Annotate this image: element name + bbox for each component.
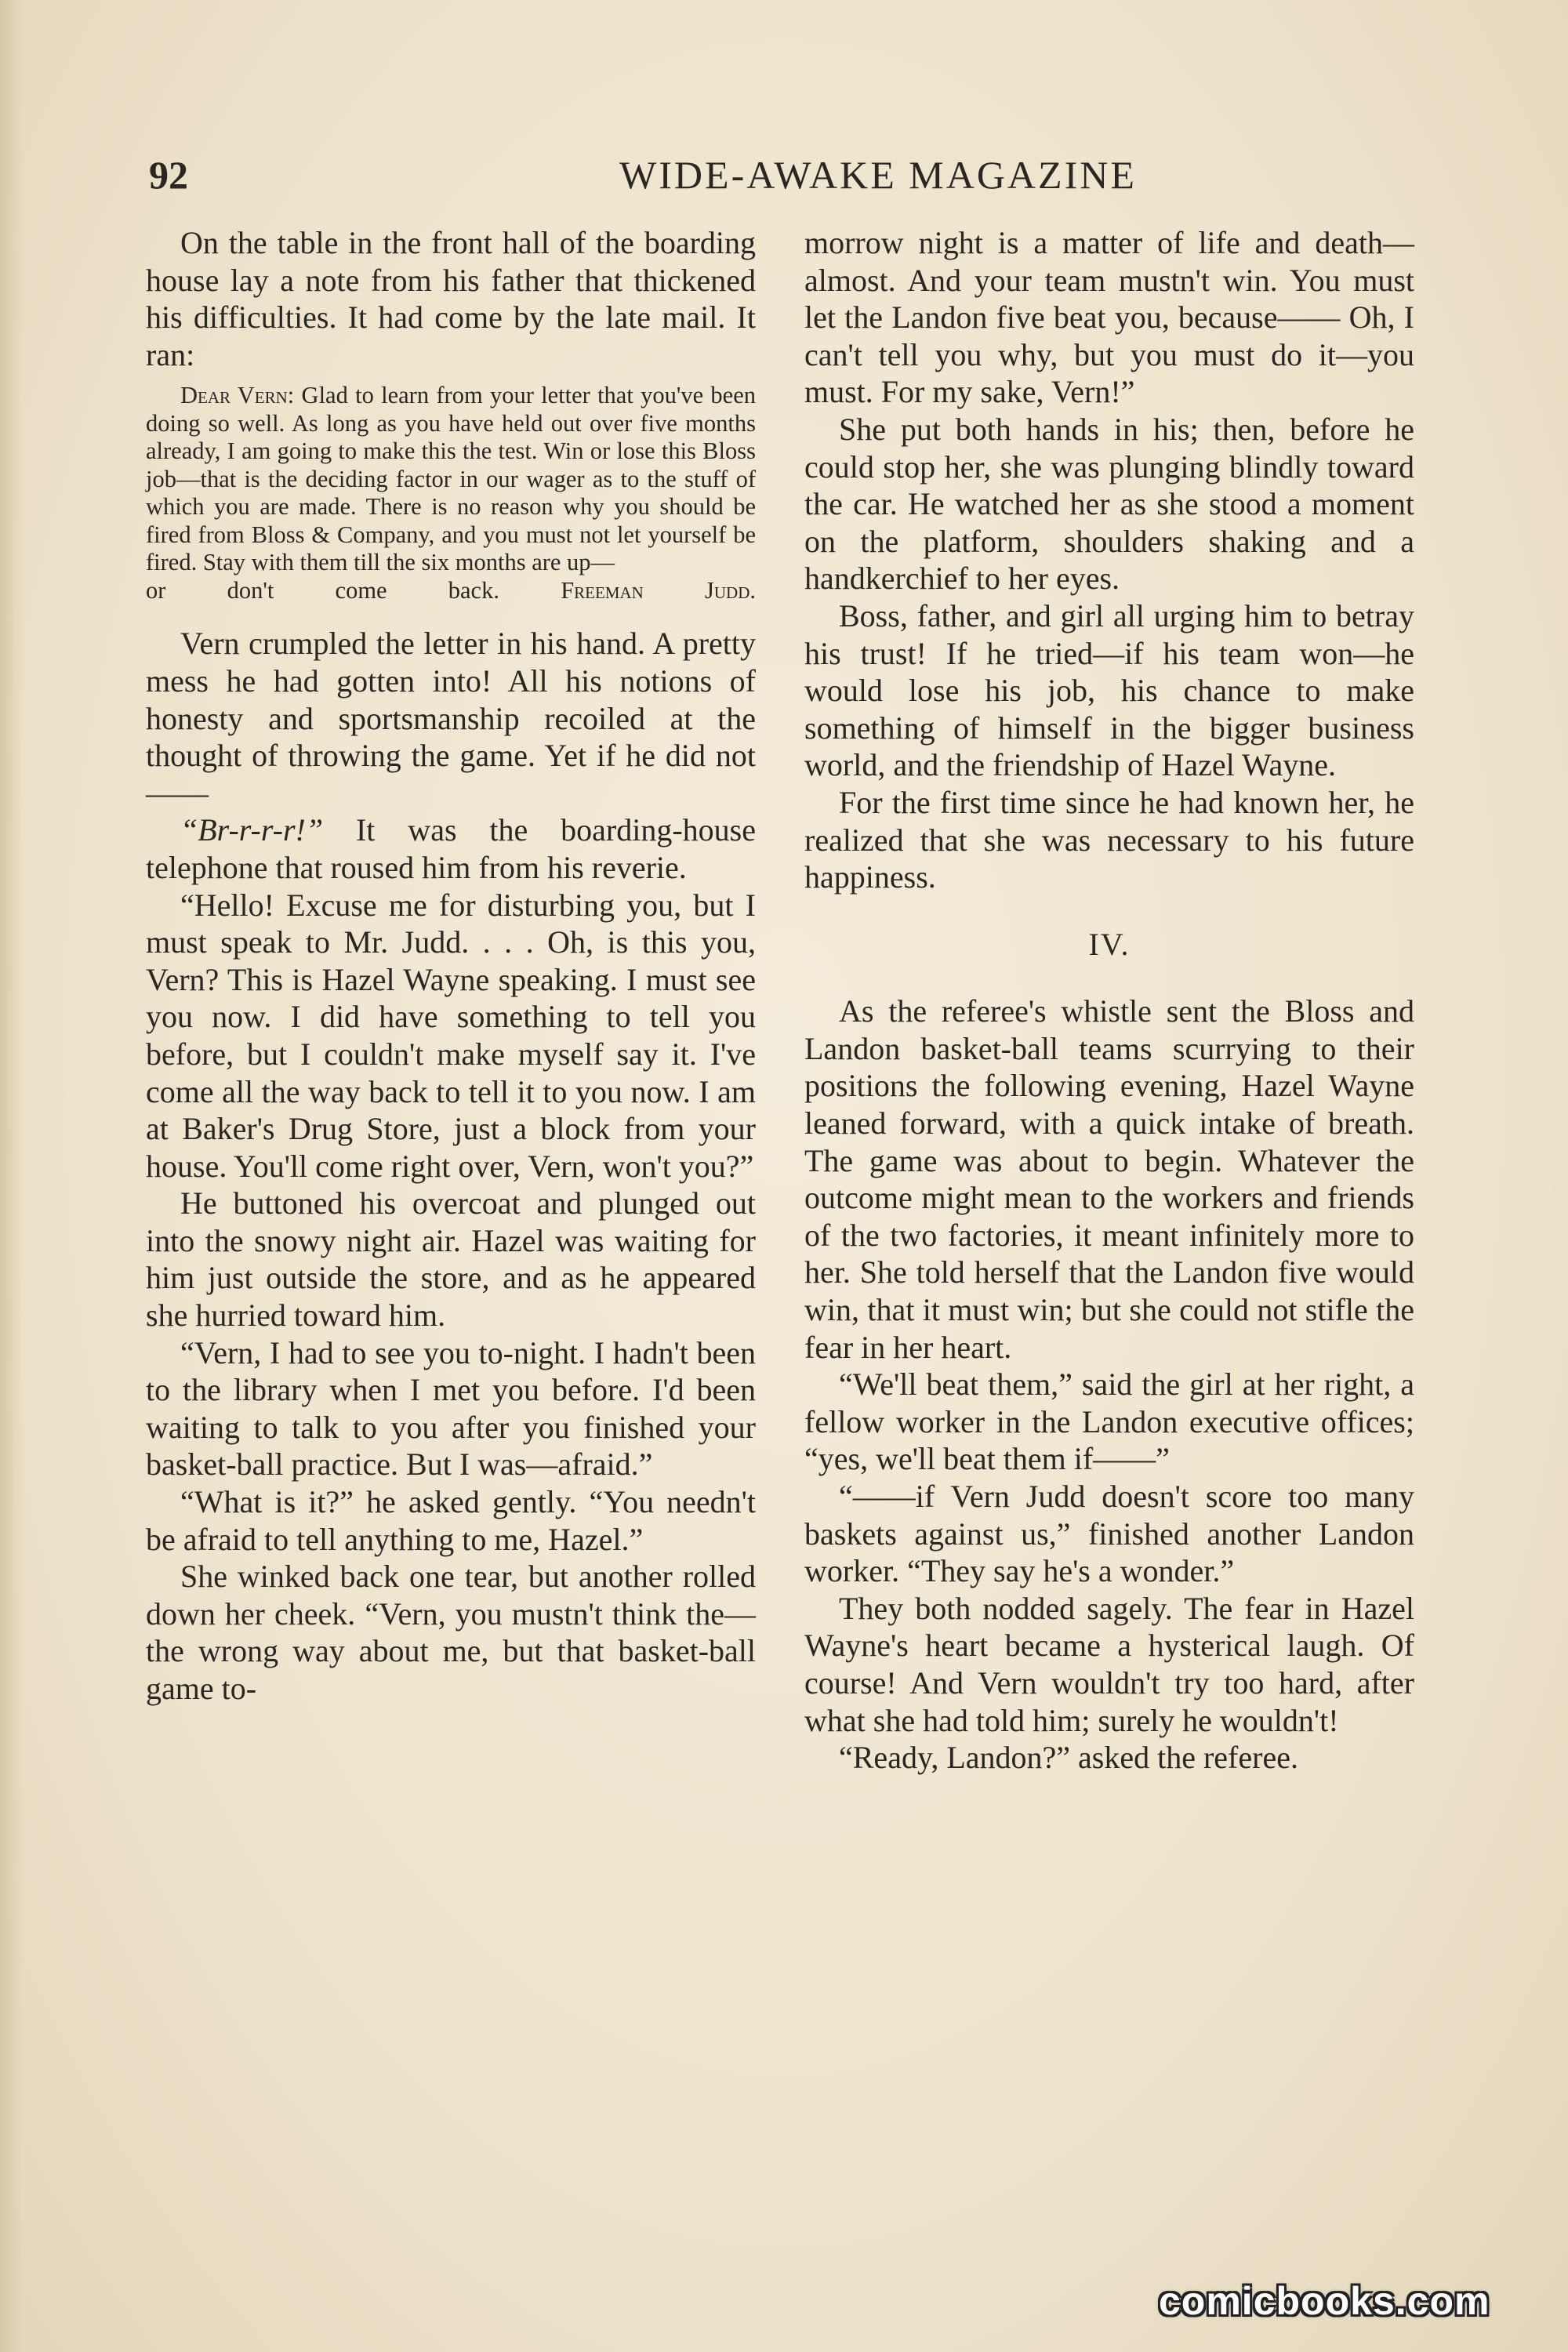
paragraph: “What is it?” he asked gently. “You needn't be afraid to tell anything to me, Hazel.” bbox=[146, 1484, 756, 1557]
paragraph: She winked back one tear, but another rolled down her cheek. “Vern, you mustn't think the—the wrong way about me, but that basket-ball game to- bbox=[146, 1559, 756, 1706]
section-heading: IV. bbox=[1088, 926, 1131, 962]
paragraph: He buttoned his overcoat and plunged out into the snowy night air. Hazel was waiting for him just outside the store, and as he appeared she hurried toward him. bbox=[146, 1185, 756, 1334]
paragraph: For the first time since he had known her, he realized that she was necessary to his future happiness. bbox=[804, 784, 1414, 895]
paragraph: “Hello! Excuse me for disturbing you, but I must speak to Mr. Judd. . . . Oh, is this you, Vern? This is Hazel Wayne speaking. I must see you now. I did have something to tell you before, but I couldn't make myself say it. I've come all the way back to tell it to you now. I am at Baker's Drug Store, just a block from your house. You'll come right over, Vern, won't you?” bbox=[146, 887, 756, 1184]
spine-shadow bbox=[0, 0, 24, 2352]
letter-closing-text: or don't come back. bbox=[146, 576, 499, 604]
paragraph: “Vern, I had to see you to-night. I hadn't been to the library when I met you before. I'd been waiting to talk to you after you finished your basket-ball practice. But I was—afraid.” bbox=[146, 1334, 756, 1483]
paragraph: She put both hands in his; then, before he could stop her, she was plunging blindly toward the car. He watched her as she stood a moment on the platform, shoulders shaking and a handkerchief to her eyes. bbox=[804, 411, 1414, 597]
paragraph: Boss, father, and girl all urging him to betray his trust! If he tried—if his team won—he would lose his job, his chance to make something of himself in the bigger business world, and the friendship of Hazel Wayne. bbox=[804, 597, 1414, 783]
right-column bbox=[804, 224, 1414, 1777]
paragraph: On the table in the front hall of the boarding house lay a note from his father that thickened his difficulties. It had come by the late mail. It ran: bbox=[146, 225, 756, 372]
paragraph: They both nodded sagely. The fear in Hazel Wayne's heart became a hysterical laugh. Of course! And Vern wouldn't try too hard, after what she had told him; surely he wouldn't! bbox=[804, 1590, 1414, 1738]
paragraph: Vern crumpled the letter in his hand. A pretty mess he had gotten into! All his notions of honesty and sportsmanship recoiled at the thought of throwing the game. Yet if he did not—— bbox=[146, 626, 756, 811]
watermark: comicbooks.com bbox=[1159, 2279, 1490, 2323]
page-header bbox=[149, 147, 1419, 202]
father-letter bbox=[146, 382, 756, 604]
paragraph-text: It was the boarding-house telephone that roused him from his reverie. bbox=[146, 812, 756, 885]
paragraph bbox=[146, 811, 756, 886]
running-title: WIDE-AWAKE MAGAZINE bbox=[619, 153, 1137, 197]
letter-salutation: Dear Vern bbox=[180, 382, 288, 409]
paragraph: “Ready, Landon?” asked the referee. bbox=[839, 1740, 1298, 1776]
page-number: 92 bbox=[149, 153, 188, 197]
left-column bbox=[146, 224, 756, 1708]
letter-body bbox=[146, 382, 756, 577]
paragraph: “——if Vern Judd doesn't score too many baskets against us,” finished another Landon worker. “They say he's a wonder.” bbox=[804, 1479, 1414, 1589]
telephone-sound: “Br-r-r-r!” bbox=[180, 812, 324, 848]
letter-signature: Freeman Judd. bbox=[561, 576, 757, 604]
paragraph: “We'll beat them,” said the girl at her right, a fellow worker in the Landon executive offices; “yes, we'll beat them if——” bbox=[804, 1367, 1414, 1477]
letter-closing bbox=[146, 577, 756, 605]
letter-text: : Glad to learn from your letter that you've been doing so well. As long as you have held out over five months already, I am going to make this the test. Win or lose this Bloss job—that is the deciding factor in our wager as to the stuff of which you are made. There is no reason why you should be fired from Bloss & Company, and you must not let yourself be fired. Stay with them till the six months are up— bbox=[146, 382, 756, 576]
paragraph-continued: morrow night is a matter of life and death—almost. And your team mustn't win. You must let the Landon five beat you, because—— Oh, I can't tell you why, but you must do it—you must. For my sake, Vern!” bbox=[804, 225, 1414, 410]
paragraph: As the referee's whistle sent the Bloss and Landon basket-ball teams scurrying to their positions the following evening, Hazel Wayne leaned forward, with a quick intake of breath. The game was about to begin. Whatever the outcome might mean to the workers and friends of the two factories, it meant infinitely more to her. She told herself that the Landon five would win, that it must win; but she could not stifle the fear in her heart. bbox=[804, 993, 1414, 1365]
